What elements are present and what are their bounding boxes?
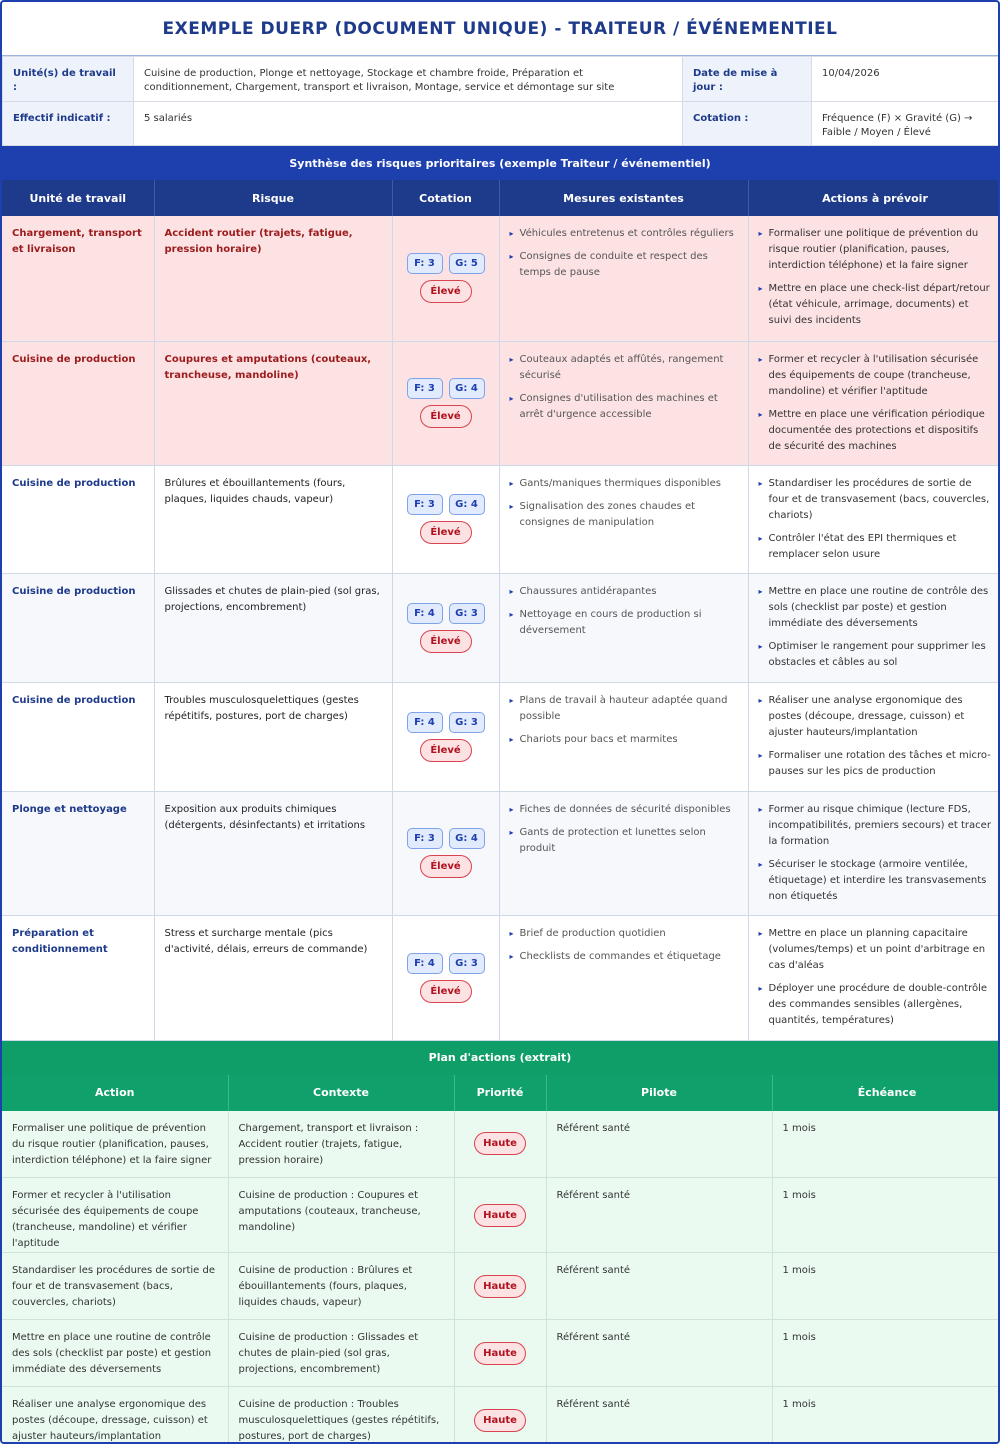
priority-badge: Haute <box>474 1132 526 1155</box>
plan-action: Mettre en place une routine de contrôle des sols (checklist par poste) et gestion immédiate des déversements <box>2 1320 228 1387</box>
action-item: ▸ Contrôler l'état des EPI thermiques et remplacer selon usure <box>759 531 992 563</box>
plan-context: Cuisine de production : Brûlures et ébouillantements (fours, plaques, liquides chauds, vapeur) <box>228 1253 454 1320</box>
document-title: EXEMPLE DUERP (DOCUMENT UNIQUE) - TRAITEUR / ÉVÉNEMENTIEL <box>2 2 998 56</box>
risk-description: Coupures et amputations (couteaux, trancheuse, mandoline) <box>154 341 392 465</box>
measure-item: ▸ Véhicules entretenus et contrôles réguliers <box>510 226 738 242</box>
frequency-badge: F: 3 <box>407 828 443 849</box>
action-item: ▸ Former au risque chimique (lecture FDS, incompatibilités, premiers secours) et tracer la formation <box>759 802 992 850</box>
plan-row <box>2 1111 1000 1178</box>
planned-actions <box>748 573 1000 682</box>
planned-actions <box>748 682 1000 791</box>
planned-actions <box>748 915 1000 1040</box>
risk-unit: Cuisine de production <box>2 573 154 682</box>
planned-actions <box>748 341 1000 465</box>
meta-table <box>2 56 1000 146</box>
plan-header-row <box>2 1075 1000 1111</box>
plan-context: Cuisine de production : Coupures et amputations (couteaux, trancheuse, mandoline) <box>228 1178 454 1253</box>
plan-action: Réaliser une analyse ergonomique des postes (découpe, dressage, cuisson) et ajuster hauteurs/implantation <box>2 1387 228 1444</box>
existing-measures <box>499 915 748 1040</box>
gravity-badge: G: 4 <box>449 828 485 849</box>
frequency-badge: F: 4 <box>407 603 443 624</box>
measure-item: ▸ Consignes de conduite et respect des temps de pause <box>510 249 738 281</box>
plan-due: 1 mois <box>772 1253 1000 1320</box>
plan-pilot: Référent santé <box>546 1178 772 1253</box>
risk-synthesis-table <box>2 180 1000 1041</box>
header-context: Contexte <box>228 1075 454 1111</box>
plan-priority <box>454 1320 546 1387</box>
risk-unit: Plonge et nettoyage <box>2 791 154 915</box>
action-item: ▸ Déployer une procédure de double-contrôle des commandes sensibles (allergènes, quantités, températures) <box>759 981 992 1029</box>
level-badge: Élevé <box>420 280 472 303</box>
plan-pilot: Référent santé <box>546 1111 772 1178</box>
plan-pilot: Référent santé <box>546 1320 772 1387</box>
gravity-badge: G: 4 <box>449 378 485 399</box>
gravity-badge: G: 5 <box>449 253 485 274</box>
existing-measures <box>499 216 748 341</box>
risk-row <box>2 915 1000 1040</box>
plan-priority <box>454 1253 546 1320</box>
action-item: ▸ Mettre en place une check-list départ/retour (état véhicule, arrimage, documents) et suivi des incidents <box>759 281 992 329</box>
gravity-badge: G: 3 <box>449 953 485 974</box>
measure-item: ▸ Nettoyage en cours de production si déversement <box>510 607 738 639</box>
risk-description: Accident routier (trajets, fatigue, pression horaire) <box>154 216 392 341</box>
frequency-badge: F: 3 <box>407 253 443 274</box>
header-pilot: Pilote <box>546 1075 772 1111</box>
plan-context: Cuisine de production : Glissades et chutes de plain-pied (sol gras, projections, encombrement) <box>228 1320 454 1387</box>
measure-item: ▸ Fiches de données de sécurité disponibles <box>510 802 738 818</box>
priority-badge: Haute <box>474 1342 526 1365</box>
risk-row <box>2 465 1000 573</box>
plan-action: Formaliser une politique de prévention du risque routier (planification, pauses, interdiction téléphone) et la faire signer <box>2 1111 228 1178</box>
plan-priority <box>454 1178 546 1253</box>
action-plan-title: Plan d'actions (extrait) <box>2 1041 998 1075</box>
plan-action: Standardiser les procédures de sortie de four et de transvasement (bacs, couvercles, chariots) <box>2 1253 228 1320</box>
risk-cotation <box>392 682 499 791</box>
action-plan-table <box>2 1075 1000 1444</box>
risk-row <box>2 216 1000 341</box>
risk-cotation <box>392 465 499 573</box>
plan-context: Cuisine de production : Troubles musculosquelettiques (gestes répétitifs, postures, port de charges) <box>228 1387 454 1444</box>
level-badge: Élevé <box>420 855 472 878</box>
gravity-badge: G: 4 <box>449 494 485 515</box>
date-label: Date de mise à jour : <box>683 57 812 102</box>
risk-description: Troubles musculosquelettiques (gestes répétitifs, postures, port de charges) <box>154 682 392 791</box>
action-item: ▸ Mettre en place un planning capacitaire (volumes/temps) et un point d'arbitrage en cas d'aléas <box>759 926 992 974</box>
existing-measures <box>499 682 748 791</box>
plan-row <box>2 1320 1000 1387</box>
existing-measures <box>499 791 748 915</box>
units-value: Cuisine de production, Plonge et nettoyage, Stockage et chambre froide, Préparation et conditionnement, Chargement, transport et livraison, Montage, service et démontage sur site <box>134 57 683 102</box>
risk-unit: Chargement, transport et livraison <box>2 216 154 341</box>
measure-item: ▸ Brief de production quotidien <box>510 926 738 942</box>
plan-due: 1 mois <box>772 1111 1000 1178</box>
plan-due: 1 mois <box>772 1320 1000 1387</box>
plan-context: Chargement, transport et livraison : Accident routier (trajets, fatigue, pression horaire) <box>228 1111 454 1178</box>
plan-action: Former et recycler à l'utilisation sécurisée des équipements de coupe (trancheuse, mandoline) et vérifier l'aptitude <box>2 1178 228 1253</box>
priority-badge: Haute <box>474 1204 526 1227</box>
existing-measures <box>499 341 748 465</box>
cotation-label: Cotation : <box>683 102 812 146</box>
staff-label: Effectif indicatif : <box>3 102 134 146</box>
action-item: ▸ Formaliser une rotation des tâches et micro-pauses sur les pics de production <box>759 748 992 780</box>
frequency-badge: F: 4 <box>407 712 443 733</box>
level-badge: Élevé <box>420 521 472 544</box>
risk-cotation <box>392 791 499 915</box>
cotation-value: Fréquence (F) × Gravité (G) → Faible / Moyen / Élevé <box>812 102 1000 146</box>
risk-row <box>2 682 1000 791</box>
synthesis-title: Synthèse des risques prioritaires (exemple Traiteur / événementiel) <box>2 146 998 180</box>
date-value: 10/04/2026 <box>812 57 1000 102</box>
risk-unit: Cuisine de production <box>2 682 154 791</box>
header-unit: Unité de travail <box>2 180 154 216</box>
risk-header-row <box>2 180 1000 216</box>
plan-row <box>2 1387 1000 1444</box>
header-priority: Priorité <box>454 1075 546 1111</box>
risk-cotation <box>392 216 499 341</box>
header-due: Échéance <box>772 1075 1000 1111</box>
planned-actions <box>748 465 1000 573</box>
measure-item: ▸ Consignes d'utilisation des machines et arrêt d'urgence accessible <box>510 391 738 423</box>
action-item: ▸ Former et recycler à l'utilisation sécurisée des équipements de coupe (trancheuse, mandoline) et vérifier l'aptitude <box>759 352 992 400</box>
level-badge: Élevé <box>420 630 472 653</box>
priority-badge: Haute <box>474 1409 526 1432</box>
risk-cotation <box>392 573 499 682</box>
plan-due: 1 mois <box>772 1178 1000 1253</box>
measure-item: ▸ Checklists de commandes et étiquetage <box>510 949 738 965</box>
action-item: ▸ Optimiser le rangement pour supprimer les obstacles et câbles au sol <box>759 639 992 671</box>
level-badge: Élevé <box>420 405 472 428</box>
risk-description: Glissades et chutes de plain-pied (sol gras, projections, encombrement) <box>154 573 392 682</box>
risk-description: Exposition aux produits chimiques (détergents, désinfectants) et irritations <box>154 791 392 915</box>
risk-unit: Préparation et conditionnement <box>2 915 154 1040</box>
plan-row <box>2 1178 1000 1253</box>
gravity-badge: G: 3 <box>449 603 485 624</box>
measure-item: ▸ Chariots pour bacs et marmites <box>510 732 738 748</box>
measure-item: ▸ Chaussures antidérapantes <box>510 584 738 600</box>
plan-priority <box>454 1387 546 1444</box>
measure-item: ▸ Plans de travail à hauteur adaptée quand possible <box>510 693 738 725</box>
header-risk: Risque <box>154 180 392 216</box>
frequency-badge: F: 3 <box>407 494 443 515</box>
gravity-badge: G: 3 <box>449 712 485 733</box>
action-item: ▸ Mettre en place une routine de contrôle des sols (checklist par poste) et gestion immédiate des déversements <box>759 584 992 632</box>
level-badge: Élevé <box>420 739 472 762</box>
risk-cotation <box>392 341 499 465</box>
action-item: ▸ Réaliser une analyse ergonomique des postes (découpe, dressage, cuisson) et ajuster hauteurs/implantation <box>759 693 992 741</box>
existing-measures <box>499 573 748 682</box>
frequency-badge: F: 4 <box>407 953 443 974</box>
level-badge: Élevé <box>420 980 472 1003</box>
measure-item: ▸ Gants/maniques thermiques disponibles <box>510 476 738 492</box>
header-action: Action <box>2 1075 228 1111</box>
measure-item: ▸ Couteaux adaptés et affûtés, rangement sécurisé <box>510 352 738 384</box>
header-actions: Actions à prévoir <box>748 180 1000 216</box>
risk-cotation <box>392 915 499 1040</box>
frequency-badge: F: 3 <box>407 378 443 399</box>
priority-badge: Haute <box>474 1275 526 1298</box>
risk-row <box>2 341 1000 465</box>
planned-actions <box>748 791 1000 915</box>
measure-item: ▸ Gants de protection et lunettes selon produit <box>510 825 738 857</box>
existing-measures <box>499 465 748 573</box>
units-label: Unité(s) de travail : <box>3 57 134 102</box>
plan-priority <box>454 1111 546 1178</box>
measure-item: ▸ Signalisation des zones chaudes et consignes de manipulation <box>510 499 738 531</box>
plan-pilot: Référent santé <box>546 1253 772 1320</box>
risk-description: Stress et surcharge mentale (pics d'activité, délais, erreurs de commande) <box>154 915 392 1040</box>
action-item: ▸ Formaliser une politique de prévention du risque routier (planification, pauses, interdiction téléphone) et la faire signer <box>759 226 992 274</box>
planned-actions <box>748 216 1000 341</box>
risk-row <box>2 573 1000 682</box>
header-cotation: Cotation <box>392 180 499 216</box>
risk-row <box>2 791 1000 915</box>
risk-unit: Cuisine de production <box>2 341 154 465</box>
risk-description: Brûlures et ébouillantements (fours, plaques, liquides chauds, vapeur) <box>154 465 392 573</box>
plan-pilot: Référent santé <box>546 1387 772 1444</box>
risk-unit: Cuisine de production <box>2 465 154 573</box>
plan-row <box>2 1253 1000 1320</box>
staff-value: 5 salariés <box>134 102 683 146</box>
plan-due: 1 mois <box>772 1387 1000 1444</box>
action-item: ▸ Standardiser les procédures de sortie de four et de transvasement (bacs, couvercles, chariots) <box>759 476 992 524</box>
header-measures: Mesures existantes <box>499 180 748 216</box>
action-item: ▸ Mettre en place une vérification périodique documentée des protections et dispositifs de sécurité des machines <box>759 407 992 455</box>
action-item: ▸ Sécuriser le stockage (armoire ventilée, étiquetage) et interdire les transvasements non étiquetés <box>759 857 992 905</box>
